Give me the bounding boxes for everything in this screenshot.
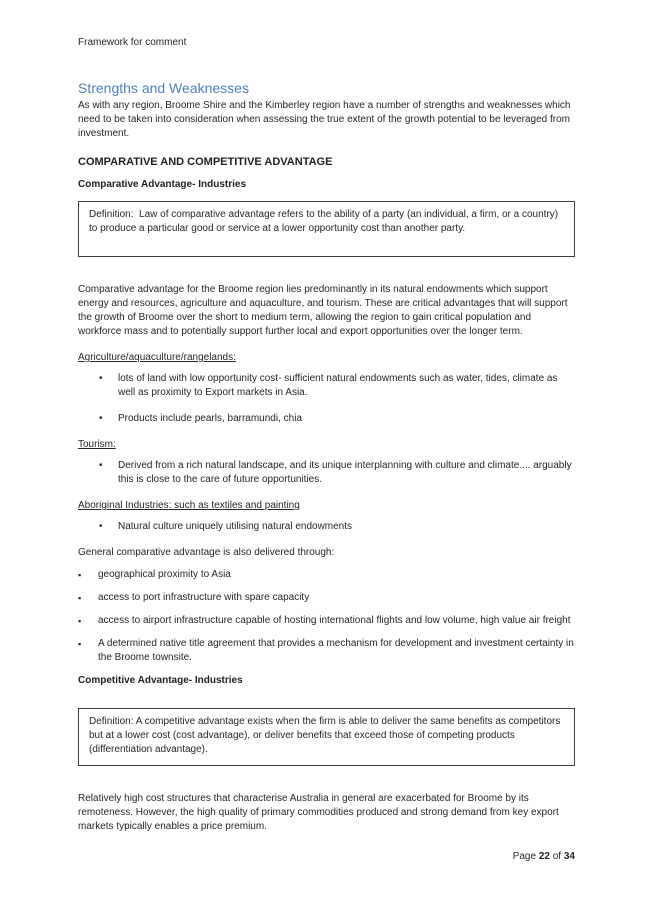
subtitle-comparative-advantage: Comparative Advantage- Industries [78,179,247,190]
list-item: ▪ access to airport infrastructure capable of hosting international flights and low volume, high value air freight [98,614,575,628]
list-item: ▪ access to port infrastructure with spare capacity [98,591,575,605]
footer-page-label: Page [512,851,537,862]
subtitle-competitive-advantage: Competitive Advantage- Industries [78,675,243,686]
general-advantage-bullet-list [78,568,575,665]
agriculture-bullet-list [78,372,575,426]
list-item: • lots of land with low opportunity cost- sufficient natural endowments such as water, tides, climate as well as proximity to Export markets in Asia. [118,372,575,400]
industry-heading-tourism: Tourism: [78,439,116,450]
section-heading-strengths-weaknesses: Strengths and Weaknesses [78,80,249,96]
list-item: • Products include pearls, barramundi, chia [118,412,575,426]
page-footer [513,850,575,864]
tourism-bullet-list [78,459,575,487]
definition-box-competitive: Definition: A competitive advantage exists when the firm is able to deliver the same benefits as competitors but at a lower cost (cost advantage), or deliver benefits that exceed those of competing products (differentiation advantage). [78,708,575,766]
general-advantage-intro: General comparative advantage is also delivered through: [78,547,335,558]
footer-total-pages: 34 [563,851,575,862]
intro-paragraph: As with any region, Broome Shire and the Kimberley region have a number of strengths and weaknesses which need to be taken into consideration when assessing the true extent of the growth potential to be leveraged from investment. [78,100,571,139]
list-item: • Natural culture uniquely utilising natural endowments [118,520,575,534]
page-header-title: Framework for comment [78,37,187,48]
list-item: ▪ A determined native title agreement that provides a mechanism for development and investment certainty in the Broome townsite. [98,637,575,665]
list-item: ▪ geographical proximity to Asia [98,568,575,582]
industry-heading-aboriginal: Aboriginal Industries: such as textiles and painting [78,500,300,511]
comparative-body-paragraph: Comparative advantage for the Broome region lies predominantly in its natural endowments which support energy and resources, agriculture and aquaculture, and tourism. These are critical advantages that will support the growth of Broome over the short to medium term, allowing the region to gain critical population and workforce mass and to potentially support further local and export opportunities over the longer term. [78,284,568,337]
list-item: • Derived from a rich natural landscape, and its unique interplanning with culture and climate.... arguably this is close to the care of future opportunities. [118,459,575,487]
industry-heading-agriculture: Agriculture/aquaculture/rangelands: [78,352,236,363]
section-title-comparative-competitive: COMPARATIVE AND COMPETITIVE ADVANTAGE [78,156,333,168]
aboriginal-bullet-list [78,520,575,534]
competitive-body-paragraph: Relatively high cost structures that characterise Australia in general are exacerbated for Broome by its remoteness. However, the high quality of primary commodities produced and strong demand from key export markets typically enables a price premium. [78,793,559,832]
definition-box-comparative: Definition: Law of comparative advantage refers to the ability of a party (an individual, a firm, or a country) to produce a particular good or service at a lower opportunity cost than another party. [78,201,575,257]
footer-separator: of [552,851,562,862]
footer-current-page: 22 [538,851,550,862]
